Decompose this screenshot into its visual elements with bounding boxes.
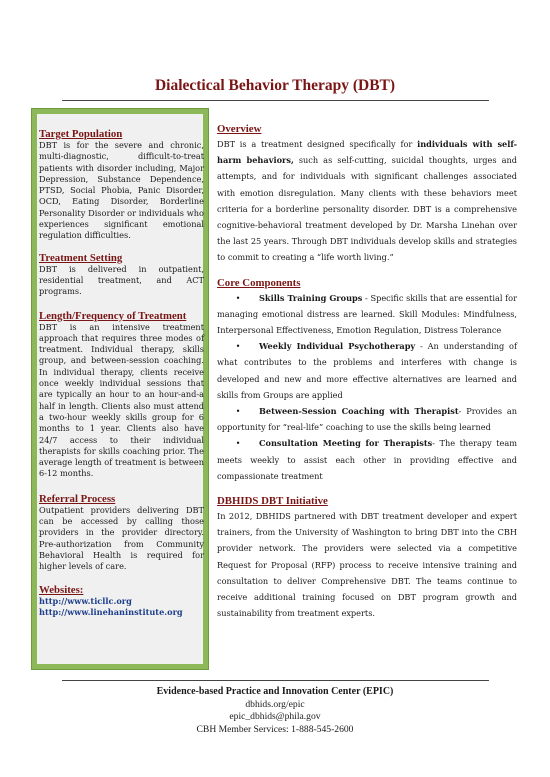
component-text: - An understanding of what contributes to the problems and interferes with change is developed and new and more effective alternatives are learned and skills from Groups are applied: [217, 341, 518, 400]
overview-bold: individuals with self-harm behaviors,: [217, 139, 517, 166]
footer-url[interactable]: dbhids.org/epic: [245, 698, 305, 710]
target-population-heading: Target Population: [39, 128, 123, 140]
sidebar-inner: [37, 114, 203, 664]
overview-pre: DBT is a treatment designed specifically for: [217, 139, 418, 149]
bullet-icon: •: [235, 406, 241, 417]
component-item: [217, 435, 517, 484]
footer-org: Evidence-based Practice and Innovation Center (EPIC): [156, 686, 394, 697]
length-frequency-heading: Length/Frequency of Treatment: [39, 309, 187, 322]
bullet-icon: •: [235, 341, 241, 352]
websites-heading: Websites:: [39, 583, 84, 596]
website-link-ticllc[interactable]: http://www.ticllc.org: [39, 595, 132, 606]
component-item: [217, 403, 517, 435]
overview-heading: Overview: [217, 123, 262, 135]
referral-process-heading: Referral Process: [39, 492, 116, 505]
footer-email[interactable]: epic_dbhids@phila.gov: [229, 711, 321, 722]
treatment-setting-text: DBT is delivered in outpatient, residential treatment, and ACT programs.: [39, 263, 204, 297]
core-components-heading: Core Components: [217, 276, 301, 289]
overview-post: such as self-cutting, suicidal thoughts, urges and attempts, and for individuals with significant challenges associated with emotion disregulation. Many clients with these behaviors meet criteria for a borderline personality disorder. DBT is a comprehensive cognitive-behavioral treatment developed by Dr. Marsha Linehan over the last 25 years. Through DBT individuals develop skills and strategies to commit to creating a “life worth living.”: [217, 155, 518, 263]
page-title: Dialectical Behavior Therapy (DBT): [154, 77, 396, 94]
component-title: Between-Session Coaching with Therapist: [259, 406, 459, 417]
component-title: Skills Training Groups: [259, 292, 363, 303]
length-frequency-text: DBT is an intensive treatment approach that requires three modes of treatment. Individual therapy, skills group, and between-session coaching. In individual therapy, clients receive once weekly individual sessions that are typically an hour to an hour-and-a half in length. Clients also must attend a two-hour weekly skills group for 6 months to 1 year. Clients also have 24/7 access to their individual therapists for skills coaching prior. The average length of treatment is between 6-12 months.: [39, 321, 204, 479]
component-item: [217, 338, 517, 403]
sidebar-content: [39, 114, 204, 618]
footer-phone: CBH Member Services: 1-888-545-2600: [196, 723, 354, 735]
component-title: Consultation Meeting for Therapists: [259, 438, 433, 449]
component-title: Weekly Individual Psychotherapy: [259, 341, 416, 352]
footer-divider: [62, 680, 489, 681]
component-text: - Provides an opportunity for “real-life” coaching to use the skills being learned: [217, 406, 517, 433]
initiative-heading: DBHIDS DBT Initiative: [217, 495, 328, 508]
overview-text: [217, 136, 517, 266]
component-item: [217, 290, 517, 339]
component-text: - Specific skills that are essential for managing emotional distress are learned. Skill Modules: Mindfulness, Interpersonal Effectiveness, Emotion Regulation, Distress Tolerance: [217, 292, 517, 336]
main-content: [217, 122, 517, 621]
sidebar-panel: [31, 108, 209, 670]
website-link-linehan[interactable]: http://www.linehaninstitute.org: [39, 606, 183, 617]
initiative-text: In 2012, DBHIDS partnered with DBT treatment developer and expert trainers, from the University of Washington to bring DBT into the CBH provider network. The providers were selected via a competitive Request for Proposal (RFP) process to receive intensive training and consultation to deliver Comprehensive DBT. The teams continue to receive additional training focused on DBT program growth and sustainability from treatment experts.: [217, 511, 517, 619]
title-divider: [62, 100, 489, 101]
treatment-setting-heading: Treatment Setting: [39, 251, 123, 264]
component-text: - The therapy team meets weekly to assist each other in providing effective and compassionate treatment: [217, 438, 517, 481]
referral-process-text: Outpatient providers delivering DBT can be accessed by calling those providers in the provider directory. Pre-authorization from Community Behavioral Health is required for higher levels of care.: [39, 504, 204, 572]
footer: [0, 686, 550, 736]
bullet-icon: •: [235, 292, 241, 303]
bullet-icon: •: [235, 438, 241, 449]
target-population-text: DBT is for the severe and chronic, multi-diagnostic, difficult-to-treat patients with disorder including, Major Depression, Substance Dependence, PTSD, Social Phobia, Panic Disorder, OCD, Eating Disorder, Borderline Personality Disorder or individuals who experiences significant emotional regulation difficulties.: [39, 140, 204, 241]
